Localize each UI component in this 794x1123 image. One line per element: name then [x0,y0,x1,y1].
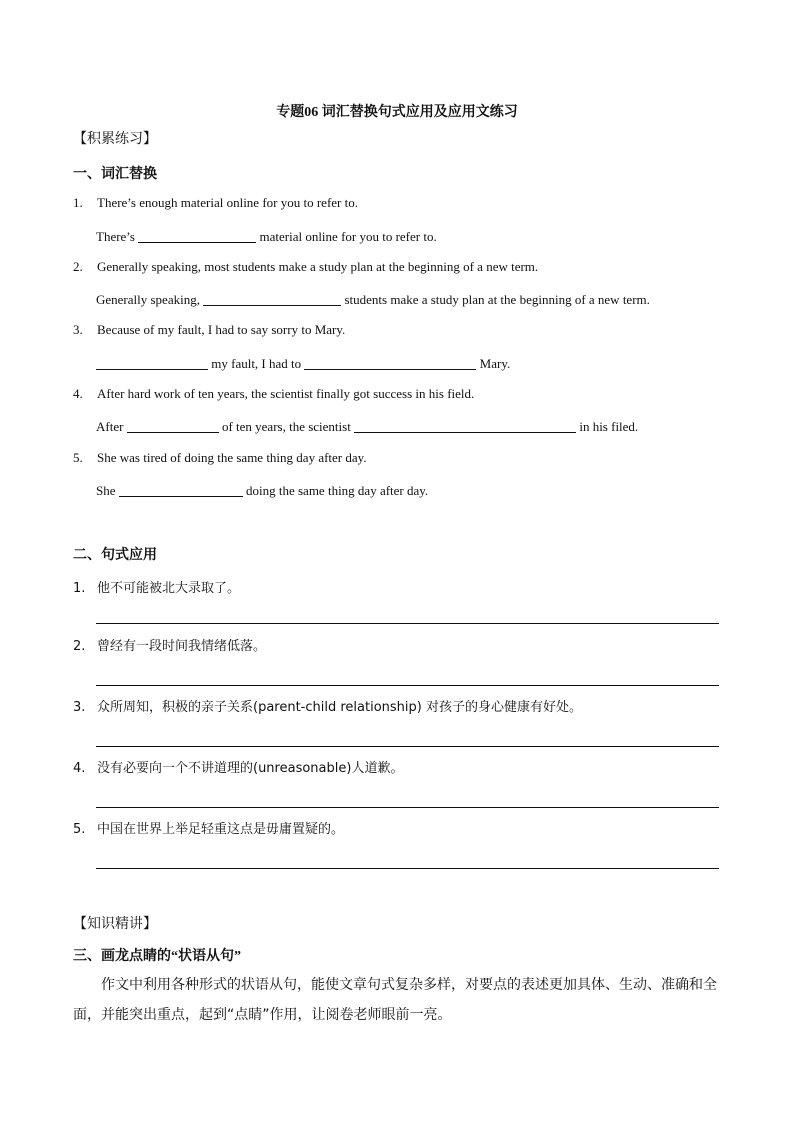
item-number: 5. [73,450,83,465]
item-number: 3. [73,700,86,715]
item-number: 1. [73,195,83,210]
fill-blank[interactable] [354,418,576,433]
part3-heading: 三、画龙点睛的“状语从句” [73,949,241,964]
vocab-item-2-rewrite [96,291,650,308]
part3-paragraph: 作文中利用各种形式的状语从句，能使文章句式复杂多样，对要点的表述更加具体、生动、准确和全面，并能突出重点，起到“点睛”作用，让阅卷老师眼前一亮。 [73,977,717,1023]
vocab-item-1-rewrite [96,228,437,245]
item-number: 2. [73,639,86,654]
item-number: 4. [73,761,86,776]
vocab-item-4-original [73,386,474,402]
item-number: 2. [73,259,83,274]
rewrite-text: material online for you to refer to. [259,229,437,244]
sentence-item-4 [73,757,403,776]
sentence-item-3 [73,696,582,715]
rewrite-text: There’s [96,229,135,244]
original-sentence: Because of my fault, I had to say sorry to Mary. [97,322,346,337]
rewrite-text: my fault, I had to [211,356,302,371]
rewrite-text: Generally speaking, [96,292,200,307]
original-sentence: There’s enough material online for you to refer to. [97,195,358,210]
fill-blank[interactable] [304,355,476,370]
answer-line-5[interactable] [96,868,719,869]
answer-line-2[interactable] [96,685,719,686]
sentence-item-2 [73,635,266,654]
vocab-item-3-original [73,322,345,338]
fill-blank[interactable] [119,482,243,497]
original-sentence: Generally speaking, most students make a study plan at the beginning of a new term. [97,259,539,274]
rewrite-text: in his filed. [579,419,639,434]
section-knowledge-label: 【知识精讲】 [73,917,157,932]
vocab-item-3-rewrite [96,355,510,372]
answer-line-1[interactable] [96,623,719,624]
item-number: 1. [73,581,86,596]
original-sentence: After hard work of ten years, the scientist finally got success in his field. [97,386,475,401]
item-number: 3. [73,322,83,337]
rewrite-text: Mary. [479,356,511,371]
sentence-item-5 [73,818,344,837]
vocab-item-5-rewrite [96,482,428,499]
section-practice-label: 【积累练习】 [73,132,157,147]
rewrite-text: After [96,419,124,434]
vocab-item-2-original [73,259,538,275]
vocab-item-4-rewrite [96,418,638,435]
original-sentence: She was tired of doing the same thing day after day. [97,450,367,465]
vocab-item-1-original [73,195,358,211]
fill-blank[interactable] [96,355,208,370]
chinese-sentence: 他不可能被北大录取了。 [97,581,241,596]
vocab-item-5-original [73,450,367,466]
fill-blank[interactable] [203,291,341,306]
answer-line-3[interactable] [96,746,719,747]
fill-blank[interactable] [127,418,219,433]
chinese-sentence: 曾经有一段时间我情绪低落。 [97,639,267,654]
sentence-item-1 [73,577,240,596]
part1-heading: 一、词汇替换 [73,167,157,182]
part2-heading: 二、句式应用 [73,548,157,563]
item-number: 4. [73,386,83,401]
chinese-sentence: 中国在世界上举足轻重这点是毋庸置疑的。 [97,822,345,837]
rewrite-text: of ten years, the scientist [221,419,351,434]
answer-line-4[interactable] [96,807,719,808]
chinese-sentence: 没有必要向一个不讲道理的(unreasonable)人道歉。 [97,761,404,776]
page-title: 专题06 词汇替换句式应用及应用文练习 [276,105,518,120]
fill-blank[interactable] [138,228,256,243]
item-number: 5. [73,822,86,837]
rewrite-text: doing the same thing day after day. [246,483,429,498]
rewrite-text: students make a study plan at the beginning of a new term. [344,292,650,307]
chinese-sentence: 众所周知，积极的亲子关系(parent-child relationship) 对孩子的身心健康有好处。 [97,700,582,715]
rewrite-text: She [96,483,116,498]
